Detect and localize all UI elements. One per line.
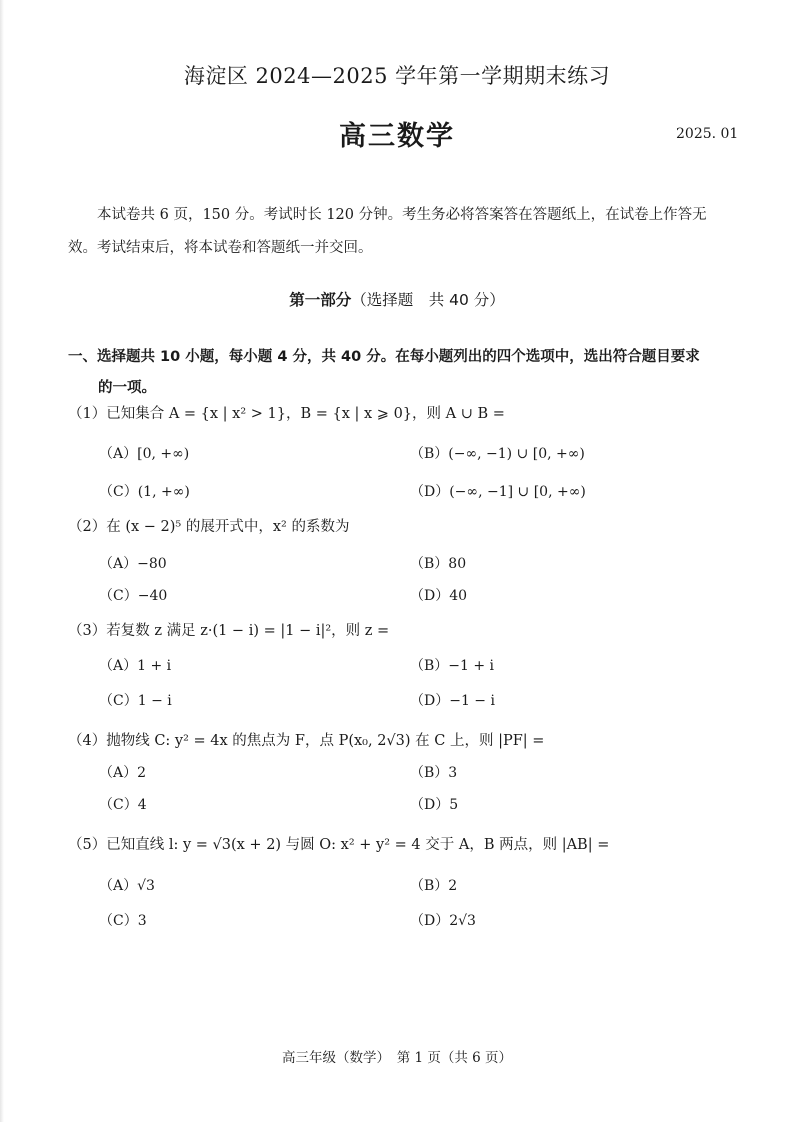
question-2-option-c: （C）−40 xyxy=(99,588,168,604)
question-5-option-b: （B）2 xyxy=(410,878,458,894)
question-4-option-d: （D）5 xyxy=(410,797,459,813)
question-3-option-a: （A）1 + i xyxy=(99,658,172,674)
question-2-stem: （2）在 (x − 2)⁵ 的展开式中，x² 的系数为 xyxy=(68,519,350,535)
section-line-1: 一、选择题共 10 小题，每小题 4 分，共 40 分。在每小题列出的四个选项中，选出符合题目要求 xyxy=(68,349,700,365)
question-3-option-b: （B）−1 + i xyxy=(410,658,495,674)
question-3-option-c: （C）1 − i xyxy=(99,693,172,709)
part-heading xyxy=(0,288,794,310)
section-line-2: 的一项。 xyxy=(98,380,156,396)
question-1-option-d: （D）(−∞, −1] ∪ [0, +∞) xyxy=(410,484,586,500)
exam-instructions: 本试卷共 6 页，150 分。考试时长 120 分钟。考生务必将答案答在答题纸上，在试卷上作答无效。考试结束后，将本试卷和答题纸一并交回。 xyxy=(68,207,707,256)
question-1-option-b: （B）(−∞, −1) ∪ [0, +∞) xyxy=(410,446,585,462)
question-5-option-a: （A）√3 xyxy=(99,878,155,894)
question-2-option-d: （D）40 xyxy=(410,588,468,604)
question-1-option-a: （A）[0, +∞) xyxy=(99,446,190,462)
question-5-option-d: （D）2√3 xyxy=(410,913,476,929)
question-3-option-d: （D）−1 − i xyxy=(410,693,495,709)
question-4-option-a: （A）2 xyxy=(99,765,147,781)
question-5-stem: （5）已知直线 l: y = √3(x + 2) 与圆 O: x² + y² = 4 交于 A，B 两点，则 |AB| = xyxy=(68,837,610,853)
question-1-stem: （1）已知集合 A = {x | x² > 1}，B = {x | x ⩾ 0}，则 A ∪ B = xyxy=(68,406,505,422)
exam-date: 2025. 01 xyxy=(676,126,739,142)
question-4-option-b: （B）3 xyxy=(410,765,458,781)
question-3-stem: （3）若复数 z 满足 z·(1 − i) = |1 − i|²，则 z = xyxy=(68,623,390,639)
scan-edge-shadow xyxy=(0,0,4,1122)
part-title: 第一部分 xyxy=(289,291,352,309)
section-instructions xyxy=(68,342,733,404)
exam-title: 海淀区 2024—2025 学年第一学期期末练习 xyxy=(183,64,611,88)
page-footer: 高三年级（数学） 第 1 页（共 6 页） xyxy=(281,1050,513,1066)
question-4-option-c: （C）4 xyxy=(99,797,147,813)
question-5-option-c: （C）3 xyxy=(99,913,147,929)
question-2-option-a: （A）−80 xyxy=(99,556,167,572)
question-1-option-c: （C）(1, +∞) xyxy=(99,484,190,500)
subject-title: 高三数学 xyxy=(339,121,455,152)
question-4-stem: （4）抛物线 C: y² = 4x 的焦点为 F，点 P(x₀, 2√3) 在 C 上，则 |PF| = xyxy=(68,733,545,749)
question-2-option-b: （B）80 xyxy=(410,556,467,572)
part-score: （选择题 共 40 分） xyxy=(351,291,505,309)
